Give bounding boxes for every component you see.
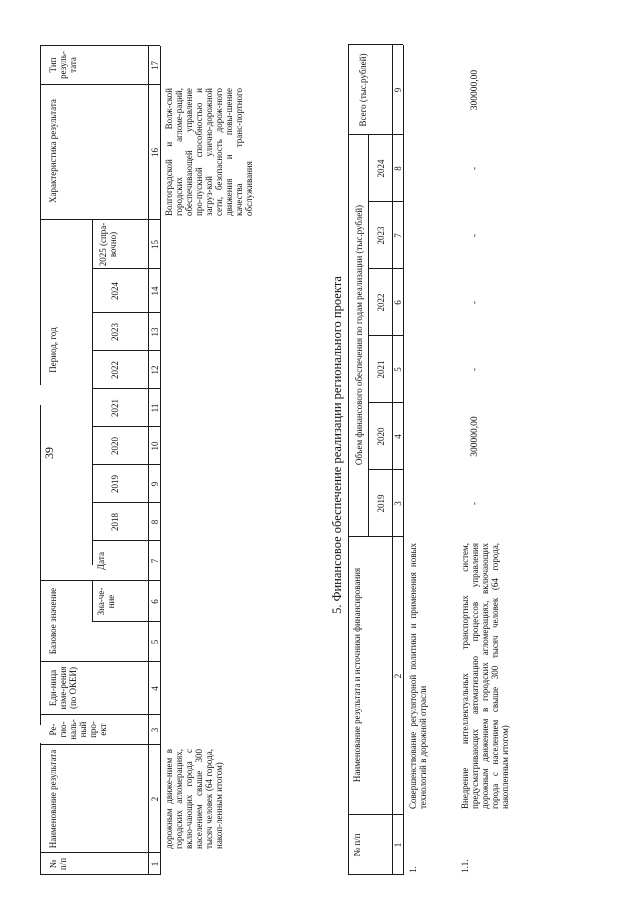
result-characteristic: Волгоградской и Волж-ской городских агломе-раций, обеспечивающей управление про-пускной способностью и загруз-кой улично-дорожной сети, безопасность дорож-ного движения и повы-шение качества транс-портного обслуживания	[164, 88, 254, 216]
column-number: 10	[150, 441, 160, 451]
fin-header-year: 2021	[376, 360, 386, 379]
fin-header-year: 2022	[376, 293, 386, 312]
fin-header-year: 2020	[376, 427, 386, 446]
fin-column-number: 8	[393, 166, 403, 171]
fin-row-value: -	[470, 501, 480, 506]
fin-column-number: 7	[393, 233, 403, 238]
column-number: 17	[150, 61, 160, 70]
column-number: 16	[150, 148, 160, 157]
column-number: 1	[150, 861, 160, 867]
fin-row-value: 300000,00	[470, 416, 480, 457]
column-number: 12	[150, 365, 160, 375]
fin-header-year: 2024	[376, 159, 386, 178]
header-base-value: Базовое значение	[48, 587, 58, 655]
fin-column-number: 9	[393, 87, 403, 93]
fin-header-num: № п/п	[352, 833, 362, 857]
fin-column-number: 2	[393, 673, 403, 679]
column-number: 3	[150, 727, 160, 733]
fin-row-value: -	[470, 300, 480, 305]
header-name: Наименование результата	[48, 749, 58, 849]
header-year-2025-ref: 2025 (спра-вочно)	[98, 222, 118, 267]
header-type: Тип резуль-тата	[48, 51, 78, 79]
column-number: 9	[150, 481, 160, 487]
fin-row-value: -	[470, 233, 480, 238]
fin-column-number: 4	[393, 434, 403, 439]
fin-column-number: 1	[393, 842, 403, 848]
header-year: 2018	[110, 513, 120, 531]
header-regional-project: Ре-гио-наль-ный про-ект	[48, 719, 108, 740]
fin-row-name: Совершенствование регуляторной политики и применения новых технологий в дорожной отрасли	[408, 543, 428, 809]
fin-header-volume: Объем финансового обеспечения по годам реализации (тыс.рублей)	[354, 204, 364, 466]
header-characteristic: Характеристика результата	[48, 99, 58, 203]
header-year: 2023	[110, 323, 120, 341]
header-base-value-value: Зна-че-ние	[96, 587, 116, 616]
column-number: 5	[150, 639, 160, 645]
fin-header-year: 2019	[376, 494, 386, 513]
header-base-value-date: Дата	[96, 552, 106, 570]
column-number: 8	[150, 519, 160, 525]
page-number: 39	[42, 447, 56, 459]
column-number: 15	[150, 240, 160, 249]
fin-row-value: -	[470, 166, 480, 171]
fin-column-number: 6	[393, 300, 403, 305]
section-title: 5. Финансовое обеспечение реализации регионального проекта	[330, 276, 344, 614]
fin-row-name: Внедрение интеллектуальных транспортных систем, предусматривающих автоматизацию процессов управления дорожным движением в городских агломерациях, включающих города с населением свыше 300 тысяч человек (64 города, накопленным итогом)	[460, 543, 510, 809]
fin-header-total: Всего (тыс.рублей)	[358, 53, 368, 127]
column-number: 11	[150, 403, 160, 413]
fin-row-total: 300000,00	[470, 69, 480, 111]
fin-header-year: 2023	[376, 226, 386, 245]
header-year: 2021	[110, 399, 120, 417]
column-number: 14	[150, 286, 160, 296]
fin-row-num: 1.1.	[460, 859, 470, 873]
result-name: дорожным движе-нием в городских агломерациях, вклю-чающих города с населением свыше 300 тысяч человек (64 города, накоп-ленным итогом)	[164, 749, 224, 849]
fin-column-number: 3	[393, 501, 403, 506]
header-year: 2022	[110, 361, 120, 379]
fin-row-num: 1.	[408, 866, 418, 873]
column-number: 2	[150, 796, 160, 802]
header-year: 2019	[110, 475, 120, 493]
column-number: 4	[150, 686, 160, 691]
column-number: 6	[150, 599, 160, 604]
column-number: 13	[150, 327, 160, 337]
column-number: 7	[150, 558, 160, 564]
header-period: Период, год	[48, 327, 58, 373]
header-year: 2024	[110, 282, 120, 300]
header-num: № п/п	[48, 857, 68, 871]
fin-header-name: Наименование результата и источники финансирования	[352, 567, 362, 783]
header-year: 2020	[110, 437, 120, 455]
fin-column-number: 5	[393, 367, 403, 372]
header-unit-okei: Еди-ница изме-рения (по ОКЕИ)	[48, 666, 78, 710]
fin-row-value: -	[470, 367, 480, 372]
